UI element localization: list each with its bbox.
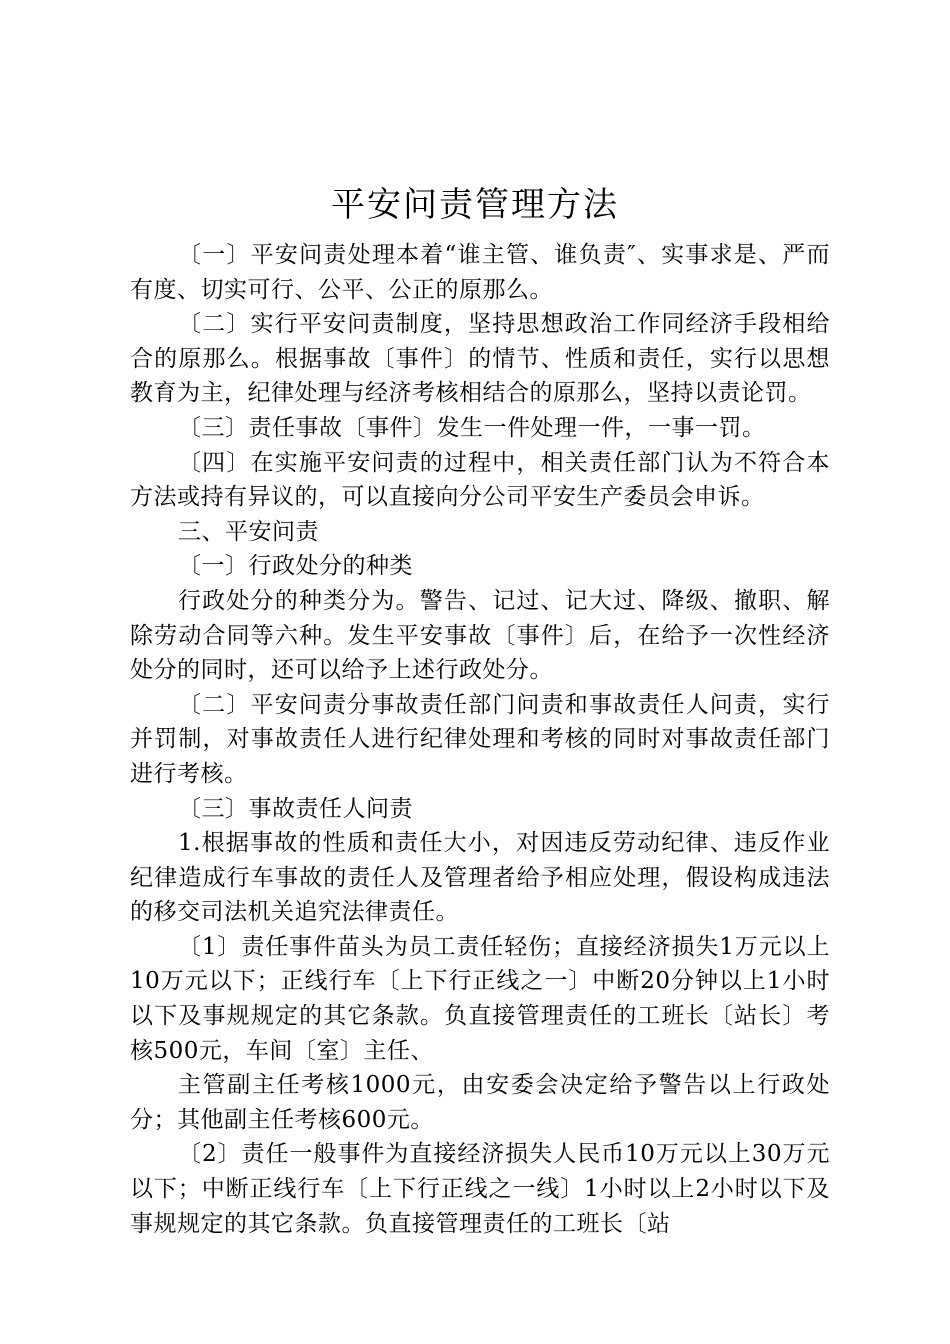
paragraph: 行政处分的种类分为。警告、记过、记大过、降级、撤职、解除劳动合同等六种。发生平安事故〔事件〕后，在给予一次性经济处分的同时，还可以给予上述行政处分。: [130, 587, 830, 684]
subsection-heading: 〔三〕事故责任人问责: [178, 795, 413, 822]
paragraph: 主管副主任考核1000元，由安委会决定给予警告以上行政处分；其他副主任考核600元。: [130, 1072, 830, 1133]
subsection-heading: 〔一〕行政处分的种类: [178, 553, 413, 580]
document-title: 平安问责管理方法: [331, 185, 619, 225]
paragraph: 〔二〕平安问责分事故责任部门问责和事故责任人问责，实行并罚制，对事故责任人进行纪律处理和考核的同时对事故责任部门进行考核。: [130, 691, 830, 787]
paragraph: 〔四〕在实施平安问责的过程中，相关责任部门认为不符合本方法或持有异议的，可以直接向分公司平安生产委员会申诉。: [130, 449, 830, 511]
paragraph: 1.根据事故的性质和责任大小，对因违反劳动纪律、违反作业纪律造成行车事故的责任人及管理者给予相应处理，假设构成违法的移交司法机关追究法律责任。: [130, 830, 830, 926]
document-body: [130, 238, 830, 1241]
paragraph: 〔2〕责任一般事件为直接经济损失人民币10万元以上30万元以下；中断正线行车〔上下行正线之一线〕1小时以上2小时以下及事规规定的其它条款。负直接管理责任的工班长〔站: [130, 1141, 830, 1237]
paragraph: 〔一〕平安问责处理本着“谁主管、谁负责″、实事求是、严而有度、切实可行、公平、公正的原那么。: [130, 242, 830, 303]
paragraph: 〔1〕责任事件苗头为员工责任轻伤；直接经济损失1万元以上10万元以下；正线行车〔上下行正线之一〕中断20分钟以上1小时以下及事规规定的其它条款。负直接管理责任的工班长〔站长〕考核500元，车间〔室〕主任、: [130, 933, 830, 1064]
section-heading: 三、平安问责: [178, 518, 319, 545]
paragraph: 〔三〕责任事故〔事件〕发生一件处理一件，一事一罚。: [178, 414, 766, 441]
paragraph: 〔二〕实行平安问责制度，坚持思想政治工作同经济手段相给合的原那么。根据事故〔事件〕的情节、性质和责任，实行以思想教育为主，纪律处理与经济考核相结合的原那么，坚持以责论罚。: [130, 311, 830, 407]
